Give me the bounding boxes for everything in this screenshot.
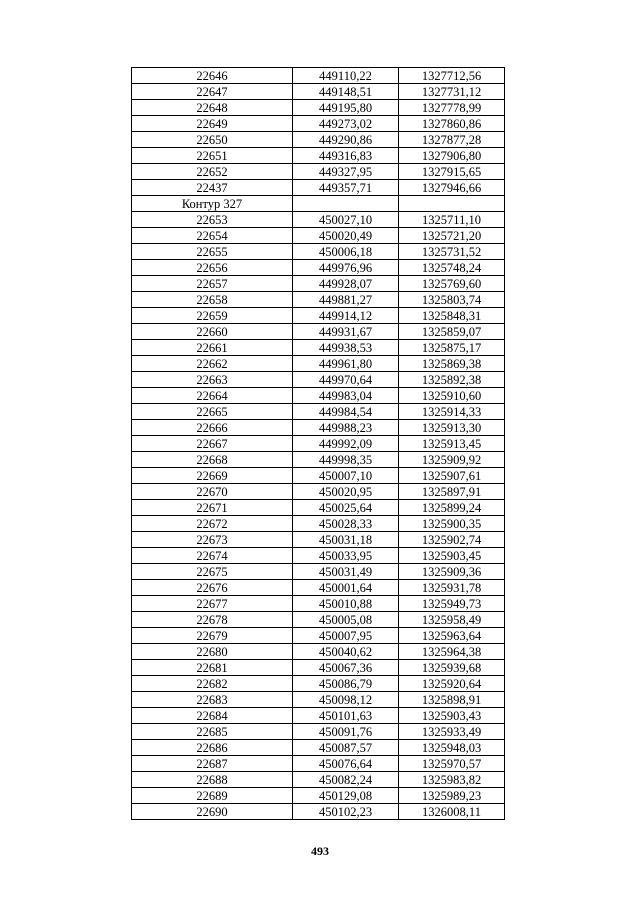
- table-row: [132, 756, 505, 772]
- point-id-cell: 22664: [132, 388, 293, 404]
- point-id-cell: 22680: [132, 644, 293, 660]
- y-coordinate-cell: 1326008,11: [399, 804, 505, 820]
- point-id-cell: 22657: [132, 276, 293, 292]
- y-coordinate-cell: 1325949,73: [399, 596, 505, 612]
- point-id-cell: 22654: [132, 228, 293, 244]
- y-coordinate-cell: 1325983,82: [399, 772, 505, 788]
- x-coordinate-cell: 450076,64: [293, 756, 399, 772]
- point-id-cell: 22672: [132, 516, 293, 532]
- y-coordinate-cell: 1325897,91: [399, 484, 505, 500]
- point-id-cell: 22662: [132, 356, 293, 372]
- point-id-cell: 22653: [132, 212, 293, 228]
- table-row: [132, 388, 505, 404]
- table-row: [132, 516, 505, 532]
- y-coordinate-cell: 1325909,36: [399, 564, 505, 580]
- empty-cell: [399, 196, 505, 212]
- point-id-cell: 22675: [132, 564, 293, 580]
- y-coordinate-cell: 1327906,80: [399, 148, 505, 164]
- y-coordinate-cell: 1325899,24: [399, 500, 505, 516]
- x-coordinate-cell: 449931,67: [293, 324, 399, 340]
- section-header-row: [132, 196, 505, 212]
- x-coordinate-cell: 449195,80: [293, 100, 399, 116]
- point-id-cell: 22679: [132, 628, 293, 644]
- table-row: [132, 100, 505, 116]
- table-row: [132, 788, 505, 804]
- table-row: [132, 68, 505, 84]
- x-coordinate-cell: 450082,24: [293, 772, 399, 788]
- table-row: [132, 260, 505, 276]
- x-coordinate-cell: 449970,64: [293, 372, 399, 388]
- x-coordinate-cell: 450020,49: [293, 228, 399, 244]
- y-coordinate-cell: 1325970,57: [399, 756, 505, 772]
- y-coordinate-cell: 1325848,31: [399, 308, 505, 324]
- table-row: [132, 340, 505, 356]
- point-id-cell: 22663: [132, 372, 293, 388]
- y-coordinate-cell: 1325939,68: [399, 660, 505, 676]
- y-coordinate-cell: 1327860,86: [399, 116, 505, 132]
- x-coordinate-cell: 449976,96: [293, 260, 399, 276]
- y-coordinate-cell: 1325731,52: [399, 244, 505, 260]
- point-id-cell: 22665: [132, 404, 293, 420]
- x-coordinate-cell: 449148,51: [293, 84, 399, 100]
- y-coordinate-cell: 1325902,74: [399, 532, 505, 548]
- x-coordinate-cell: 450086,79: [293, 676, 399, 692]
- table-row: [132, 212, 505, 228]
- point-id-cell: 22690: [132, 804, 293, 820]
- table-row: [132, 548, 505, 564]
- y-coordinate-cell: 1325803,74: [399, 292, 505, 308]
- x-coordinate-cell: 449316,83: [293, 148, 399, 164]
- x-coordinate-cell: 450091,76: [293, 724, 399, 740]
- y-coordinate-cell: 1325948,03: [399, 740, 505, 756]
- point-id-cell: 22668: [132, 452, 293, 468]
- y-coordinate-cell: 1325748,24: [399, 260, 505, 276]
- point-id-cell: 22684: [132, 708, 293, 724]
- point-id-cell: 22674: [132, 548, 293, 564]
- table-row: [132, 772, 505, 788]
- x-coordinate-cell: 449357,71: [293, 180, 399, 196]
- x-coordinate-cell: 450010,88: [293, 596, 399, 612]
- x-coordinate-cell: 450067,36: [293, 660, 399, 676]
- coordinates-table: [131, 67, 505, 820]
- point-id-cell: 22660: [132, 324, 293, 340]
- table-row: [132, 356, 505, 372]
- table-row: [132, 244, 505, 260]
- y-coordinate-cell: 1325913,30: [399, 420, 505, 436]
- point-id-cell: 22651: [132, 148, 293, 164]
- y-coordinate-cell: 1325875,17: [399, 340, 505, 356]
- point-id-cell: 22686: [132, 740, 293, 756]
- page-number: 493: [311, 844, 329, 858]
- x-coordinate-cell: 449938,53: [293, 340, 399, 356]
- x-coordinate-cell: 450020,95: [293, 484, 399, 500]
- point-id-cell: 22673: [132, 532, 293, 548]
- x-coordinate-cell: 450027,10: [293, 212, 399, 228]
- x-coordinate-cell: 449327,95: [293, 164, 399, 180]
- table-row: [132, 324, 505, 340]
- table-row: [132, 564, 505, 580]
- x-coordinate-cell: 450005,08: [293, 612, 399, 628]
- table-row: [132, 452, 505, 468]
- x-coordinate-cell: 449928,07: [293, 276, 399, 292]
- x-coordinate-cell: 449290,86: [293, 132, 399, 148]
- section-label: Контур 327: [132, 196, 293, 212]
- table-row: [132, 308, 505, 324]
- x-coordinate-cell: 450031,18: [293, 532, 399, 548]
- table-row: [132, 532, 505, 548]
- point-id-cell: 22652: [132, 164, 293, 180]
- y-coordinate-cell: 1325907,61: [399, 468, 505, 484]
- table-row: [132, 708, 505, 724]
- table-row: [132, 596, 505, 612]
- point-id-cell: 22681: [132, 660, 293, 676]
- y-coordinate-cell: 1325958,49: [399, 612, 505, 628]
- y-coordinate-cell: 1325933,49: [399, 724, 505, 740]
- table-row: [132, 276, 505, 292]
- y-coordinate-cell: 1325900,35: [399, 516, 505, 532]
- y-coordinate-cell: 1325711,10: [399, 212, 505, 228]
- table-row: [132, 676, 505, 692]
- point-id-cell: 22669: [132, 468, 293, 484]
- table-row: [132, 724, 505, 740]
- y-coordinate-cell: 1325909,92: [399, 452, 505, 468]
- point-id-cell: 22678: [132, 612, 293, 628]
- x-coordinate-cell: 449914,12: [293, 308, 399, 324]
- x-coordinate-cell: 449110,22: [293, 68, 399, 84]
- table-row: [132, 628, 505, 644]
- table-row: [132, 148, 505, 164]
- table-row: [132, 468, 505, 484]
- point-id-cell: 22646: [132, 68, 293, 84]
- table-row: [132, 644, 505, 660]
- y-coordinate-cell: 1325913,45: [399, 436, 505, 452]
- x-coordinate-cell: 449961,80: [293, 356, 399, 372]
- table-row: [132, 228, 505, 244]
- y-coordinate-cell: 1327731,12: [399, 84, 505, 100]
- point-id-cell: 22659: [132, 308, 293, 324]
- x-coordinate-cell: 450129,08: [293, 788, 399, 804]
- x-coordinate-cell: 449983,04: [293, 388, 399, 404]
- table-row: [132, 612, 505, 628]
- y-coordinate-cell: 1325964,38: [399, 644, 505, 660]
- table-row: [132, 692, 505, 708]
- y-coordinate-cell: 1325910,60: [399, 388, 505, 404]
- y-coordinate-cell: 1325859,07: [399, 324, 505, 340]
- y-coordinate-cell: 1325963,64: [399, 628, 505, 644]
- x-coordinate-cell: 449273,02: [293, 116, 399, 132]
- y-coordinate-cell: 1325920,64: [399, 676, 505, 692]
- point-id-cell: 22661: [132, 340, 293, 356]
- point-id-cell: 22650: [132, 132, 293, 148]
- point-id-cell: 22647: [132, 84, 293, 100]
- y-coordinate-cell: 1327915,65: [399, 164, 505, 180]
- x-coordinate-cell: 449984,54: [293, 404, 399, 420]
- y-coordinate-cell: 1325903,43: [399, 708, 505, 724]
- x-coordinate-cell: 450102,23: [293, 804, 399, 820]
- table-row: [132, 292, 505, 308]
- table-row: [132, 84, 505, 100]
- y-coordinate-cell: 1325898,91: [399, 692, 505, 708]
- x-coordinate-cell: 449998,35: [293, 452, 399, 468]
- y-coordinate-cell: 1325989,23: [399, 788, 505, 804]
- point-id-cell: 22648: [132, 100, 293, 116]
- table-row: [132, 372, 505, 388]
- table-row: [132, 580, 505, 596]
- point-id-cell: 22687: [132, 756, 293, 772]
- x-coordinate-cell: 450040,62: [293, 644, 399, 660]
- table-row: [132, 164, 505, 180]
- x-coordinate-cell: 450006,18: [293, 244, 399, 260]
- x-coordinate-cell: 449992,09: [293, 436, 399, 452]
- x-coordinate-cell: 450098,12: [293, 692, 399, 708]
- table-row: [132, 180, 505, 196]
- point-id-cell: 22666: [132, 420, 293, 436]
- x-coordinate-cell: 450087,57: [293, 740, 399, 756]
- table-row: [132, 116, 505, 132]
- y-coordinate-cell: 1325903,45: [399, 548, 505, 564]
- table-row: [132, 436, 505, 452]
- y-coordinate-cell: 1325892,38: [399, 372, 505, 388]
- table-row: [132, 804, 505, 820]
- table-row: [132, 500, 505, 516]
- point-id-cell: 22688: [132, 772, 293, 788]
- x-coordinate-cell: 449881,27: [293, 292, 399, 308]
- point-id-cell: 22667: [132, 436, 293, 452]
- point-id-cell: 22689: [132, 788, 293, 804]
- point-id-cell: 22670: [132, 484, 293, 500]
- point-id-cell: 22655: [132, 244, 293, 260]
- y-coordinate-cell: 1325769,60: [399, 276, 505, 292]
- table-row: [132, 420, 505, 436]
- x-coordinate-cell: 450007,10: [293, 468, 399, 484]
- point-id-cell: 22658: [132, 292, 293, 308]
- y-coordinate-cell: 1325931,78: [399, 580, 505, 596]
- x-coordinate-cell: 450033,95: [293, 548, 399, 564]
- y-coordinate-cell: 1325869,38: [399, 356, 505, 372]
- y-coordinate-cell: 1327877,28: [399, 132, 505, 148]
- x-coordinate-cell: 450101,63: [293, 708, 399, 724]
- y-coordinate-cell: 1327778,99: [399, 100, 505, 116]
- point-id-cell: 22437: [132, 180, 293, 196]
- x-coordinate-cell: 450028,33: [293, 516, 399, 532]
- point-id-cell: 22649: [132, 116, 293, 132]
- point-id-cell: 22656: [132, 260, 293, 276]
- point-id-cell: 22676: [132, 580, 293, 596]
- y-coordinate-cell: 1325721,20: [399, 228, 505, 244]
- table-row: [132, 484, 505, 500]
- table-row: [132, 660, 505, 676]
- point-id-cell: 22682: [132, 676, 293, 692]
- coordinates-table-body: [132, 68, 505, 820]
- y-coordinate-cell: 1325914,33: [399, 404, 505, 420]
- x-coordinate-cell: 450001,64: [293, 580, 399, 596]
- y-coordinate-cell: 1327946,66: [399, 180, 505, 196]
- point-id-cell: 22683: [132, 692, 293, 708]
- point-id-cell: 22685: [132, 724, 293, 740]
- point-id-cell: 22671: [132, 500, 293, 516]
- table-row: [132, 740, 505, 756]
- x-coordinate-cell: 449988,23: [293, 420, 399, 436]
- table-row: [132, 132, 505, 148]
- y-coordinate-cell: 1327712,56: [399, 68, 505, 84]
- empty-cell: [293, 196, 399, 212]
- point-id-cell: 22677: [132, 596, 293, 612]
- x-coordinate-cell: 450007,95: [293, 628, 399, 644]
- table-row: [132, 404, 505, 420]
- x-coordinate-cell: 450031,49: [293, 564, 399, 580]
- x-coordinate-cell: 450025,64: [293, 500, 399, 516]
